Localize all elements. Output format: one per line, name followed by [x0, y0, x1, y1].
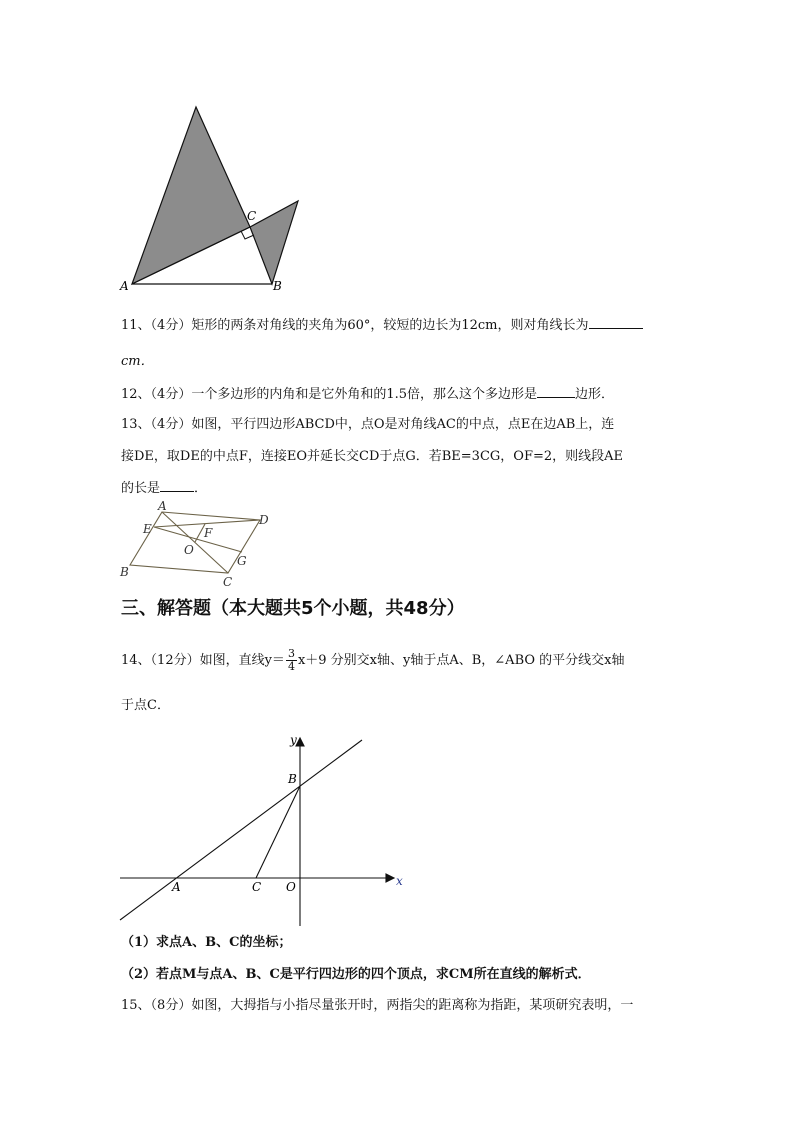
q12-answer-blank	[537, 385, 575, 398]
label-a2: A	[158, 500, 167, 513]
section-3-title: 三、解答题（本大题共5个小题，共48分）	[121, 598, 465, 619]
q12-prefix: 12、（4分）一个多边形的内角和是它外角和的1.5倍，那么这个多边形是	[121, 387, 537, 402]
q13-line2: 接DE，取DE的中点F，连接EO并延长交CD于点G．若BE=3CG，OF=2，则线段AE	[121, 449, 624, 464]
q13-answer-blank	[160, 479, 194, 492]
question-15-line1	[121, 997, 681, 1015]
q14-frac-den: 4	[287, 660, 295, 673]
q14-frac-num: 3	[287, 647, 295, 660]
shaded-triangle-small	[250, 201, 298, 284]
question-11	[121, 316, 681, 335]
question-14-line1	[121, 646, 681, 676]
figure-coordinate-plane	[110, 728, 410, 928]
q11-unit: cm．	[121, 354, 154, 369]
question-14-part1	[121, 934, 681, 952]
segment-bc	[256, 786, 300, 878]
question-12	[121, 385, 681, 404]
question-13-line2	[121, 448, 681, 466]
label-b3: B	[288, 772, 297, 786]
question-11-unit	[121, 353, 681, 371]
label-a: A	[120, 279, 129, 293]
question-14-part2	[121, 966, 681, 984]
question-14-line2	[121, 697, 681, 715]
q14-part2: （2）若点M与点A、B、C是平行四边形的四个顶点，求CM所在直线的解析式．	[121, 967, 591, 982]
label-a3: A	[172, 880, 181, 894]
q14-suffix: x＋9 分别交x轴、y轴于点A、B，∠ABO 的平分线交x轴	[297, 653, 625, 668]
q15-line1: 15、（8分）如图，大拇指与小指尽量张开时，两指尖的距离称为指距，某项研究表明，一	[121, 998, 634, 1013]
q13-line3-prefix: 的长是	[121, 481, 161, 496]
label-b2: B	[120, 565, 129, 579]
x-axis-arrow	[386, 874, 394, 882]
label-f2: F	[204, 526, 213, 540]
label-e2: E	[143, 522, 152, 536]
label-g2: G	[237, 554, 247, 568]
label-o3: O	[286, 880, 296, 894]
label-c: C	[247, 209, 257, 223]
q11-answer-blank	[589, 316, 643, 329]
q13-line3-suffix: ．	[194, 481, 208, 496]
y-axis-arrow	[296, 738, 304, 746]
q12-suffix: 边形．	[575, 387, 615, 402]
figure-triangles	[110, 100, 320, 300]
label-y: y	[290, 733, 297, 747]
q14-fraction	[286, 648, 297, 673]
shaded-triangle-large	[132, 107, 250, 284]
question-13-line1	[121, 416, 681, 434]
diagonal-ac	[162, 512, 228, 573]
segment-eg	[154, 527, 242, 552]
question-13-line3	[121, 479, 681, 498]
q11-text: 11、（4分）矩形的两条对角线的夹角为60°，较短的边长为12cm，则对角线长为	[121, 318, 589, 333]
q14-prefix: 14、（12分）如图，直线y＝	[121, 653, 285, 668]
label-o2: O	[184, 543, 194, 557]
q14-line2: 于点C．	[121, 698, 170, 713]
figure-parallelogram	[112, 500, 282, 588]
label-d2: D	[259, 513, 269, 527]
q13-line1: 13、（4分）如图，平行四边形ABCD中，点O是对角线AC的中点，点E在边AB上，连	[121, 417, 615, 432]
label-c3: C	[252, 880, 262, 894]
label-c2: C	[223, 575, 233, 588]
label-b: B	[273, 279, 282, 293]
line-ab	[120, 740, 362, 920]
q14-part1: （1）求点A、B、C的坐标；	[121, 935, 292, 950]
label-x: x	[396, 874, 403, 888]
